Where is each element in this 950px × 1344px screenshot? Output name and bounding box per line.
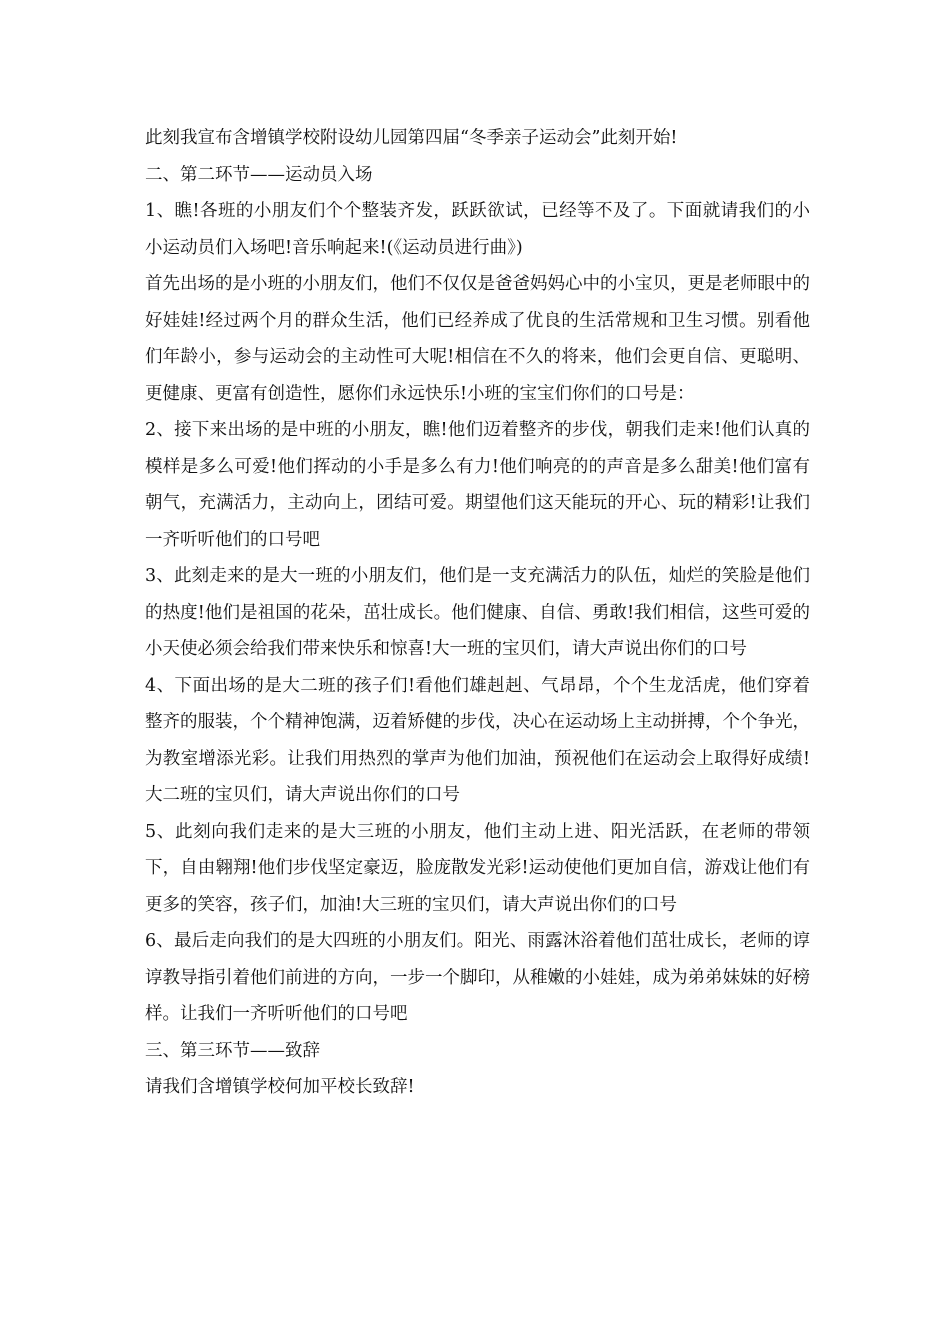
paragraph-small-class: 首先出场的是小班的小朋友们，他们不仅仅是爸爸妈妈心中的小宝贝，更是老师眼中的好娃娃!经过两个月的群众生活，他们已经养成了优良的生活常规和卫生习惯。别看他们年龄小，参与运动会的主动性可大呢!相信在不久的将来，他们会更自信、更聪明、更健康、更富有创造性，愿你们永远快乐!小班的宝宝们你们的口号是： — [145, 274, 810, 404]
paragraph-item-4: 4、下面出场的是大二班的孩子们!看他们雄赳赳、气昂昂，个个生龙活虎，他们穿着整齐的服装，个个精神饱满，迈着矫健的步伐，决心在运动场上主动拼搏，个个争光，为教室增添光彩。让我们用热烈的掌声为他们加油，预祝他们在运动会上取得好成绩!大二班的宝贝们，请大声说出你们的口号 — [145, 675, 810, 805]
paragraph-item-6: 6、最后走向我们的是大四班的小朋友们。阳光、雨露沐浴着他们茁壮成长，老师的谆谆教导指引着他们前进的方向，一步一个脚印，从稚嫩的小娃娃，成为弟弟妹妹的好榜样。让我们一齐听听他们的口号吧 — [145, 931, 810, 1024]
paragraph-announcement: 此刻我宣布含增镇学校附设幼儿园第四届“冬季亲子运动会”此刻开始! — [145, 128, 678, 148]
paragraph-item-1: 1、瞧!各班的小朋友们个个整装齐发，跃跃欲试，已经等不及了。下面就请我们的小小运动员们入场吧!音乐响起来!(《运动员进行曲》) — [145, 201, 810, 258]
paragraph-item-2: 2、接下来出场的是中班的小朋友，瞧!他们迈着整齐的步伐，朝我们走来!他们认真的模样是多么可爱!他们挥动的小手是多么有力!他们响亮的的声音是多么甜美!他们富有朝气，充满活力，主动向上，团结可爱。期望他们这天能玩的开心、玩的精彩!让我们一齐听听他们的口号吧 — [145, 420, 810, 550]
paragraph-speech: 请我们含增镇学校何加平校长致辞! — [145, 1077, 415, 1097]
section-heading-3: 三、第三环节——致辞 — [145, 1040, 320, 1061]
paragraph-item-3: 3、此刻走来的是大一班的小朋友们，他们是一支充满活力的队伍，灿烂的笑脸是他们的热度!他们是祖国的花朵，茁壮成长。他们健康、自信、勇敢!我们相信，这些可爱的小天使必须会给我们带来快乐和惊喜!大一班的宝贝们，请大声说出你们的口号 — [145, 566, 810, 659]
section-heading-2: 二、第二环节——运动员入场 — [145, 164, 373, 185]
document-body — [145, 120, 810, 1106]
paragraph-item-5: 5、此刻向我们走来的是大三班的小朋友，他们主动上进、阳光活跃，在老师的带领下，自由翱翔!他们步伐坚定豪迈，脸庞散发光彩!运动使他们更加自信，游戏让他们有更多的笑容，孩子们，加油!大三班的宝贝们，请大声说出你们的口号 — [145, 821, 810, 915]
